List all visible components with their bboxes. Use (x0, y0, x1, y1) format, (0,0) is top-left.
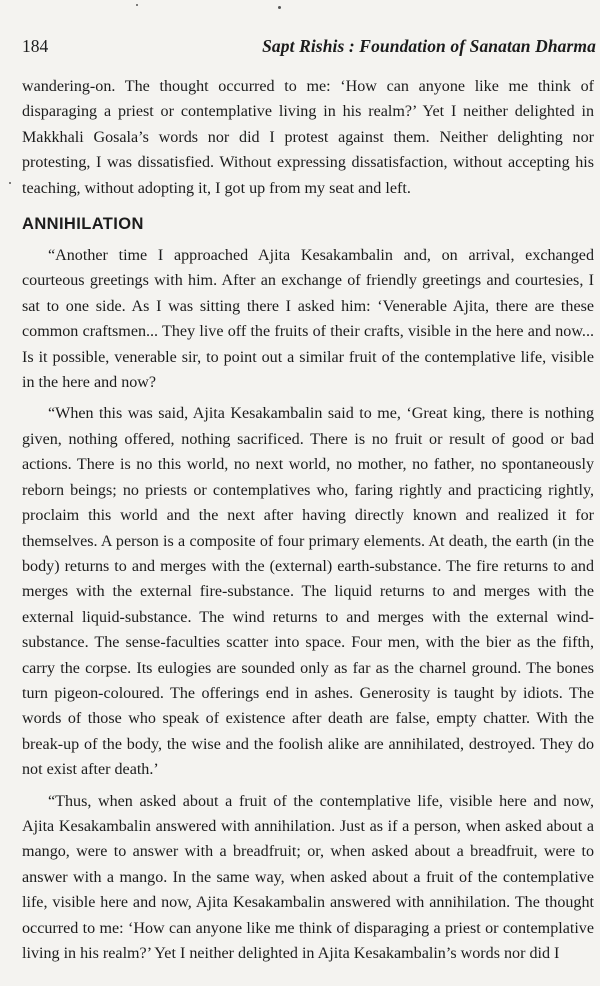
scan-speck (136, 4, 138, 6)
scan-speck (9, 182, 11, 184)
scan-speck (278, 6, 281, 9)
paragraph-annihilation-answer: “Thus, when asked about a fruit of the contemplative life, visible here and now, Ajita Kesakambalin answered with annihilation. Just as if a person, when asked about a mango, were to answer with a breadfruit; or, when asked about a breadfruit, were to answer with a mango. In the same way, when asked about a fruit of the contemplative life, visible here and now, Ajita Kesakambalin answered with annihilation. The thought occurred to me: ‘How can anyone like me think of disparaging a priest or contemplative living in his realm?’ Yet I neither delighted in Ajita Kesakambalin’s words nor did I (22, 792, 594, 962)
running-head (22, 34, 596, 60)
paragraph-ajita-reply: “When this was said, Ajita Kesakambalin said to me, ‘Great king, there is nothing given, nothing offered, nothing sacrificed. There is no fruit or result of good or bad actions. There is no this world, no next world, no mother, no father, no spontaneously reborn beings; no priests or contemplatives who, faring rightly and practicing rightly, proclaim this world and the next after having directly known and realized it for themselves. A person is a composite of four primary elements. At death, the earth (in the body) returns to and merges with the (external) earth-substance. The fire returns to and merges with the external fire-substance. The liquid returns to and merges with the external liquid-substance. The wind returns to and merges with the external wind-substance. The sense-faculties scatter into space. Four men, with the bier as the fifth, carry the corpse. Its eulogies are sounded only as far as the charnel ground. The bones turn pigeon-coloured. The offerings end in ashes. Generosity is taught by idiots. The words of those who speak of existence after death are false, empty chatter. With the break-up of the body, the wise and the foolish alike are annihilated, destroyed. They do not exist after death.’ (22, 405, 594, 779)
running-title: Sapt Rishis : Foundation of Sanatan Dharma (262, 36, 596, 56)
page-number: 184 (22, 36, 49, 56)
paragraph-ajita-visit: “Another time I approached Ajita Kesakambalin and, on arrival, exchanged courteous greetings with him. After an exchange of friendly greetings and courtesies, I sat to one side. As I was sitting there I asked him: ‘Venerable Ajita, there are these common craftsmen... They live off the fruits of their crafts, visible in the here and now... Is it possible, venerable sir, to point out a similar fruit of the contemplative life, visible in the here and now? (22, 247, 594, 392)
body-text (22, 74, 594, 966)
section-heading: ANNIHILATION (22, 215, 144, 234)
paragraph-continuation: wandering-on. The thought occurred to me: ‘How can anyone like me think of disparaging a priest or contemplative living in his realm?’ Yet I neither delighted in Makkhali Gosala’s words nor did I protest against them. Neither delighting nor protesting, I was dissatisfied. Without expressing dissatisfaction, without accepting his teaching, without adopting it, I got up from my seat and left. (22, 78, 594, 197)
